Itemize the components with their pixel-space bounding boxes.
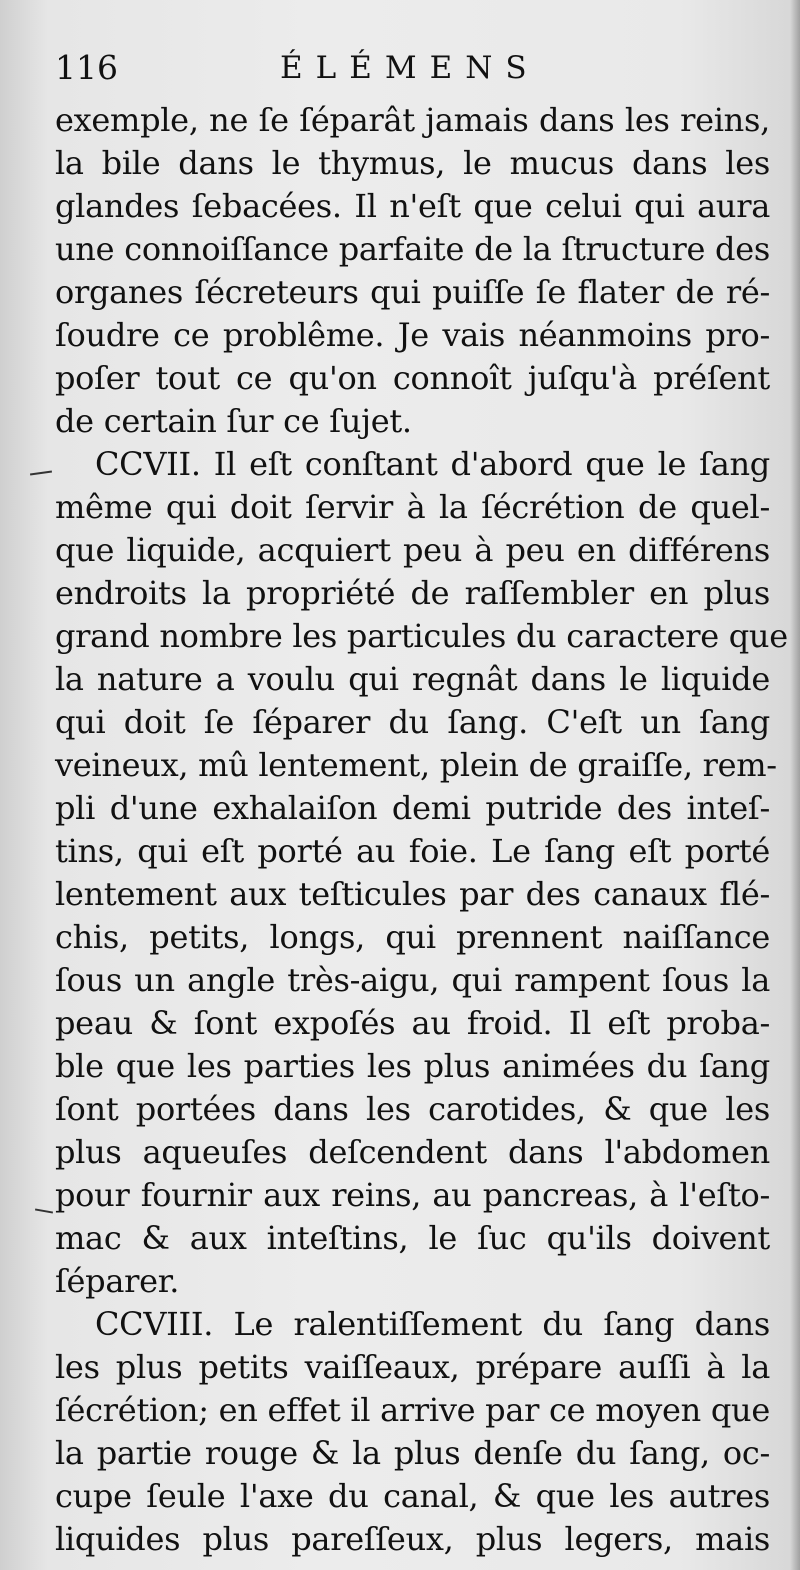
text-line: poſer tout ce qu'on connoît juſqu'à préſent (55, 359, 770, 397)
margin-mark (35, 1208, 53, 1213)
text-line: tins, qui eſt porté au foie. Le ſang eſt porté (55, 832, 770, 870)
text-line: plus aqueuſes deſcendent dans l'abdomen (55, 1133, 770, 1171)
page-number: 116 (55, 48, 118, 87)
page-header (55, 46, 765, 90)
text-line: une connoiſſance parfaite de la ſtructure des (55, 230, 770, 268)
text-line: grand nombre les particules du caractere que (55, 617, 788, 655)
text-line: cupe ſeule l'axe du canal, & que les autres (55, 1477, 770, 1515)
page-edge-shadow (790, 0, 800, 1570)
text-line: mac & aux inteſtins, le ſuc qu'ils doivent (55, 1219, 770, 1257)
margin-mark (30, 470, 52, 475)
text-line: veineux, mû lentement, plein de graiſſe, rem- (55, 746, 777, 784)
text-line: ſous un angle très-aigu, qui rampent ſous la (55, 961, 770, 999)
text-line: peau & ſont expoſés au froid. Il eſt proba- (55, 1004, 770, 1042)
text-line: exemple, ne ſe ſéparât jamais dans les reins, (55, 101, 770, 139)
text-line: ble que les parties les plus animées du ſang (55, 1047, 770, 1085)
text-line: ſécrétion; en effet il arrive par ce moyen que (55, 1391, 770, 1429)
text-line: lentement aux teſticules par des canaux flé- (55, 875, 770, 913)
paragraph-ccvii-start: CCVII. Il eſt conſtant d'abord que le ſang (95, 445, 770, 483)
paragraph-ccviii-start: CCVIII. Le ralentiſſement du ſang dans (95, 1305, 770, 1343)
running-head: ÉLÉMENS (280, 50, 540, 86)
text-line: pli d'une exhalaiſon demi putride des inteſ- (55, 789, 770, 827)
text-line: même qui doit ſervir à la ſécrétion de quel- (55, 488, 770, 526)
text-line: la nature a voulu qui regnât dans le liquide (55, 660, 770, 698)
text-line: que liquide, acquiert peu à peu en différens (55, 531, 770, 569)
text-line: glandes ſebacées. Il n'eſt que celui qui aura (55, 187, 770, 225)
text-line: ſoudre ce problême. Je vais néanmoins pro- (55, 316, 770, 354)
text-line: les plus petits vaiſſeaux, prépare auſſi à la (55, 1348, 770, 1386)
text-line: endroits la propriété de raſſembler en plus (55, 574, 770, 612)
text-line: de certain ſur ce ſujet. (55, 402, 412, 440)
text-line: liquides plus pareſſeux, plus legers, mais (55, 1520, 770, 1558)
text-line: qui doit ſe ſéparer du ſang. C'eſt un ſang (55, 703, 770, 741)
text-line: chis, petits, longs, qui prennent naiſſance (55, 918, 770, 956)
text-line: la bile dans le thymus, le mucus dans les (55, 144, 770, 182)
text-line: pour fournir aux reins, au pancreas, à l'eſto- (55, 1176, 770, 1214)
text-line: ſont portées dans les carotides, & que les (55, 1090, 770, 1128)
text-line: ſéparer. (55, 1262, 180, 1300)
text-line: la partie rouge & la plus denſe du ſang, oc- (55, 1434, 770, 1472)
text-line: organes ſécreteurs qui puiſſe ſe flater de ré- (55, 273, 770, 311)
